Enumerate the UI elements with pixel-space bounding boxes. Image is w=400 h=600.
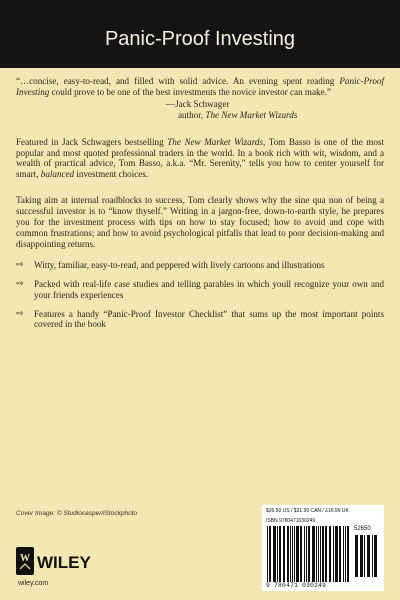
attribution-role: author, <box>178 109 206 120</box>
list-item <box>16 279 384 301</box>
paragraph1-book-title: The New Market Wizards <box>167 136 264 147</box>
paragraph1-part3: investment choices. <box>74 169 149 180</box>
attribution-book: The New Market Wizards <box>205 109 298 120</box>
endorsement-quote <box>16 76 384 121</box>
quote-attribution-name: —Jack Schwager <box>166 98 230 109</box>
addon-price-code: 52650 <box>354 526 371 532</box>
cover-text <box>16 74 384 338</box>
arrow-icon: ⇨ <box>16 308 24 319</box>
arrow-icon: ⇨ <box>16 259 24 270</box>
arrow-icon: ⇨ <box>16 278 24 289</box>
quote-text-end: could prove to be one of the best investments the novice investor can make.” <box>49 86 331 97</box>
paragraph1-balanced: balanced <box>40 169 75 180</box>
description-paragraph-2: Taking aim at internal roadblocks to success, Tom clearly shows why the sine qua non of being a successful investor is to “know thyself.” Writing in a jargon-free, down-to-earth style, he prepares you for the investment process with tips on how to stay focused; how to avoid and cope with common frustrations; and how to avoid psychological pitfalls that lead to poor decision-making and disappointing returns. <box>16 195 384 249</box>
publisher-website: wiley.com <box>18 580 49 587</box>
quote-text-start: “…concise, easy-to-read, and filled with solid advice. An evening spent reading <box>16 76 340 86</box>
paragraph1-part1: Featured in Jack Schwagers bestselling <box>16 136 168 147</box>
isbn-barcode <box>266 526 352 582</box>
wiley-logo-icon <box>16 543 96 579</box>
description-paragraph-1 <box>16 137 384 181</box>
barcode-block <box>262 505 384 591</box>
list-item-text: Packed with real-life case studies and telling parables in which youll recognize your own and your friends experiences <box>34 278 384 300</box>
addon-barcode <box>354 535 380 577</box>
barcode-digits: 9 780471 030249 <box>266 582 327 589</box>
list-item-text: Witty, familiar, easy-to-read, and peppered with lively cartoons and illustrations <box>34 259 325 270</box>
list-item-text: Features a handy “Panic-Proof Investor Checklist” that sums up the most important points covered in the book <box>34 308 384 330</box>
list-item <box>16 309 384 331</box>
publisher-name: WILEY <box>37 553 91 572</box>
feature-list <box>16 260 384 331</box>
paragraph1-part2: , Tom Basso is one of the most popular and most quoted professional traders in the world. In a book rich with wit, wisdom, and a wealth of practical advice, Tom Basso, a.k.a. “Mr. Serenity,” tells you how to center yourself for smart, <box>16 136 384 180</box>
quote-book-title: Panic-Proof Investing <box>16 76 384 97</box>
list-item <box>16 260 384 271</box>
cover-image-credit: Cover Image: © Studiocasper/iStockphoto <box>16 510 138 517</box>
quote-attribution-role <box>16 110 384 121</box>
price-line: $26.50 US / $31.99 CAN / £16.99 UK <box>266 508 349 514</box>
isbn-line: ISBN 9780471030249 <box>266 518 316 524</box>
wiley-logo <box>16 543 96 579</box>
quote-text <box>16 76 384 98</box>
book-title: Panic-Proof Investing <box>104 28 296 50</box>
svg-text:W: W <box>20 553 30 564</box>
